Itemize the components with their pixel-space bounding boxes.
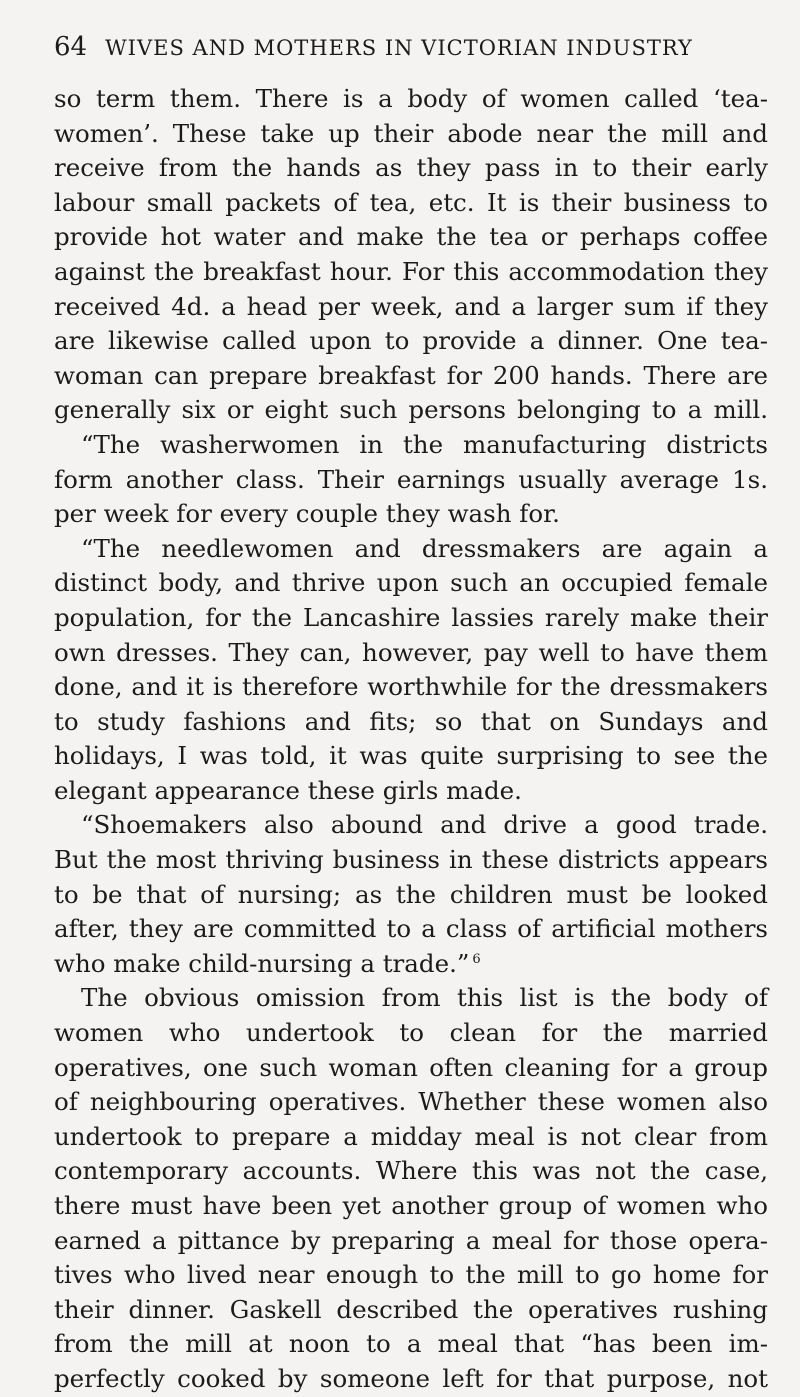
- text-line: [54, 601, 768, 636]
- text-line: [54, 1016, 768, 1051]
- text-line-content: distinct body, and thrive upon such an occupied female: [54, 568, 768, 598]
- text-line: [54, 636, 768, 671]
- running-header: [54, 34, 768, 74]
- text-line-content: woman can prepare breakfast for 200 hands. There are: [54, 360, 768, 390]
- text-line-content: are likewise called upon to provide a dinner. One tea-: [54, 326, 768, 356]
- text-line: [54, 290, 768, 325]
- text-line: [54, 220, 768, 255]
- book-page: [54, 34, 768, 1397]
- text-line-content: who make child-nursing a trade.”: [54, 948, 470, 978]
- text-line: [54, 1154, 768, 1189]
- text-line-content: The obvious omission from this list is the body of: [81, 983, 768, 1013]
- text-line-content: of neighbouring operatives. Whether these women also: [54, 1087, 768, 1117]
- text-line-content: after, they are committed to a class of artificial mothers: [54, 914, 768, 944]
- text-line: [54, 428, 768, 463]
- text-line-content: labour small packets of tea, etc. It is their business to: [54, 187, 768, 217]
- text-line-content: own dresses. They can, however, pay well to have them: [54, 637, 768, 667]
- text-line: [54, 1362, 768, 1397]
- text-line: [54, 566, 768, 601]
- text-line-content: provide hot water and make the tea or perhaps coffee: [54, 222, 768, 252]
- text-line: [54, 186, 768, 221]
- text-line-content: population, for the Lancashire lassies rarely make their: [54, 602, 768, 632]
- text-line-content: “The washerwomen in the manufacturing districts: [81, 429, 768, 459]
- body-text: [54, 82, 768, 1397]
- text-line-content: women who undertook to clean for the married: [54, 1018, 768, 1048]
- text-line-content: there must have been yet another group of women who: [54, 1191, 768, 1220]
- text-line-content: contemporary accounts. Where this was not the case,: [54, 1156, 768, 1186]
- text-line: [54, 393, 768, 428]
- text-line-content: undertook to prepare a midday meal is not clear from: [54, 1121, 768, 1151]
- text-line-content: form another class. Their earnings usually average 1s.: [54, 464, 768, 494]
- text-line: [54, 82, 768, 117]
- text-line: [54, 808, 768, 843]
- text-line-content: generally six or eight such persons belonging to a mill.: [54, 395, 768, 425]
- text-line-content: done, and it is therefore worthwhile for the dressmakers: [54, 672, 768, 702]
- text-line: [54, 1327, 768, 1362]
- text-line: [54, 1258, 768, 1293]
- text-line-content: receive from the hands as they pass in to their early: [54, 153, 768, 183]
- text-line: [54, 151, 768, 186]
- text-line-content: to study fashions and fits; so that on Sundays and: [54, 706, 768, 736]
- text-line: [54, 947, 768, 982]
- text-line-content: to be that of nursing; as the children must be looked: [54, 879, 768, 909]
- text-line-content: received 4d. a head per week, and a larger sum if they: [54, 291, 768, 321]
- text-line: [54, 843, 768, 878]
- text-line-content: earned a pittance by preparing a meal for those opera-: [54, 1225, 768, 1255]
- running-title: WIVES AND MOTHERS IN VICTORIAN INDUSTRY: [105, 36, 693, 60]
- text-line: [54, 532, 768, 567]
- text-line: [54, 497, 768, 532]
- text-line-content: so term them. There is a body of women called ‘tea-: [54, 84, 768, 113]
- text-line: [54, 705, 768, 740]
- text-line: [54, 981, 768, 1016]
- text-line: [54, 1085, 768, 1120]
- text-line: [54, 463, 768, 498]
- text-line-content: their dinner. Gaskell described the operatives rushing: [54, 1294, 768, 1324]
- text-line-content: per week for every couple they wash for.: [54, 499, 560, 529]
- footnote-reference: 6: [472, 951, 481, 967]
- text-line: [54, 255, 768, 290]
- text-line-content: against the breakfast hour. For this accommodation they: [54, 256, 768, 286]
- text-line-content: elegant appearance these girls made.: [54, 775, 522, 805]
- text-line: [54, 739, 768, 774]
- page-number: 64: [54, 32, 88, 62]
- text-line: [54, 774, 768, 809]
- text-line-content: from the mill at noon to a meal that “has been im-: [54, 1329, 768, 1359]
- text-line: [54, 670, 768, 705]
- text-line: [54, 912, 768, 947]
- text-line-content: “The needlewomen and dressmakers are again a: [81, 533, 768, 563]
- text-line: [54, 117, 768, 152]
- text-line-content: women’. These take up their abode near the mill and: [54, 118, 768, 148]
- text-line: [54, 324, 768, 359]
- text-line: [54, 359, 768, 394]
- text-line: [54, 1120, 768, 1155]
- text-line-content: operatives, one such woman often cleaning for a group: [54, 1052, 768, 1082]
- text-line: [54, 1051, 768, 1086]
- text-line: [54, 1189, 768, 1224]
- text-line-content: tives who lived near enough to the mill to go home for: [54, 1260, 768, 1290]
- text-line-content: But the most thriving business in these districts appears: [54, 845, 768, 875]
- text-line: [54, 1293, 768, 1328]
- text-line: [54, 1224, 768, 1259]
- text-line-content: holidays, I was told, it was quite surprising to see the: [54, 741, 768, 771]
- text-line-content: “Shoemakers also abound and drive a good trade.: [81, 810, 768, 840]
- text-line-content: perfectly cooked by someone left for that purpose, not: [54, 1363, 768, 1393]
- text-line: [54, 878, 768, 913]
